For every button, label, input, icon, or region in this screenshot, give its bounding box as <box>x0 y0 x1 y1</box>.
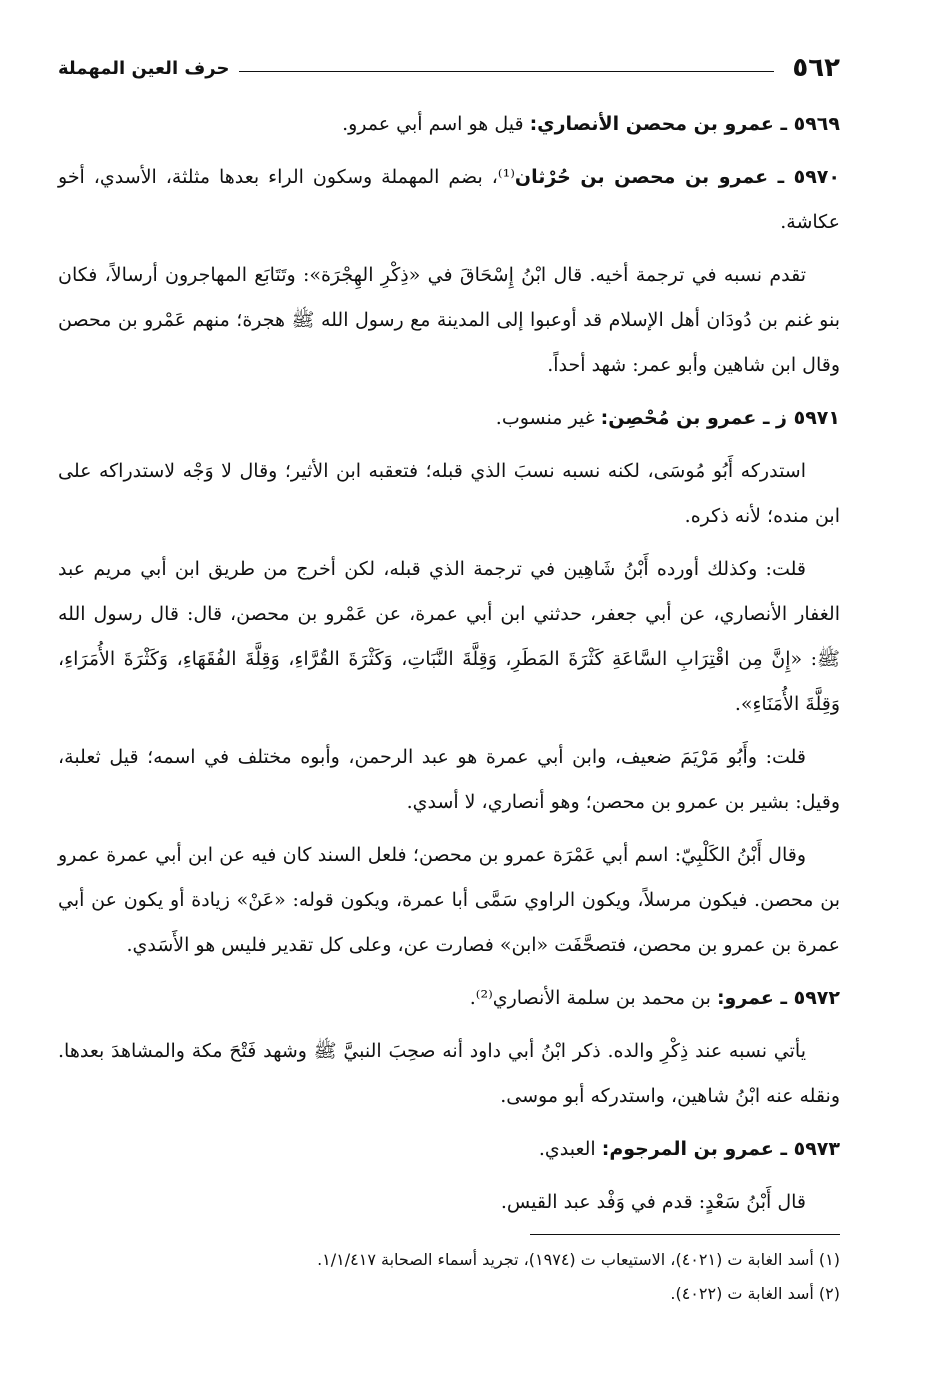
paragraph: قلت: وكذلك أورده أَبْنُ شَاهِين في ترجمة الذي قبله، لكن أخرج من طريق ابن أبي مريم عبد الغفار الأنصاري، عن أبي جعفر، حدثني ابن أبي عمرة، عن عَمْرو بن محصن، قال: قال رسول الله ﷺ: «إِنَّ مِن اقْتِرَابِ السَّاعَةِ كَثْرَةَ المَطَرِ، وَقِلَّةَ النَّبَاتِ، وَكَثْرَةَ القُرَّاءِ، وَقِلَّةَ الفُقَهَاءِ، وَكَثْرَةَ الأُمَرَاءِ، وَقِلَّةَ الأُمَنَاءِ». <box>58 558 840 715</box>
page-body <box>58 102 840 1225</box>
entry-5970 <box>58 155 840 245</box>
paragraph: يأتي نسبه عند ذِكْرِ والده. ذكر ابْنُ أبي داود أنه صحِبَ النبيَّ ﷺ وشهد فَتْحَ مكة والمشاهدَ بعدها. ونقله عنه ابْنُ شاهين، واستدركه أبو موسى. <box>58 1040 840 1107</box>
book-page <box>58 48 840 1303</box>
paragraph: استدركه أَبُو مُوسَى، لكنه نسبه نسبَ الذي قبله؛ فتعقبه ابن الأثير؛ وقال لا وَجْه لاستدراكه على ابن منده؛ لأنه ذكره. <box>58 460 840 527</box>
footnote-1: (١) أسد الغابة ت (٤٠٢١)، الاستيعاب ت (١٩٧٤)، تجريد أسماء الصحابة ١/١/٤١٧. <box>317 1250 840 1269</box>
page-number: ٥٦٢ <box>792 53 840 83</box>
entry-heading: ٥٩٦٩ ـ عمرو بن محصن الأنصاري: <box>529 113 840 135</box>
entry-text: قيل هو اسم أبي عمرو. <box>342 113 530 135</box>
paragraph: وقال أَبْنُ الكَلْبِيّ: اسم أبي عَمْرَة عمرو بن محصن؛ فلعل السند كان فيه عن ابن أبي عمرة عمرو بن محصن. فيكون مرسلاً، ويكون الراوي سَمَّى أبا عمرة، ويكون قوله: «عَنْ» زيادة أو يكون عن أبي عمرة بن عمرو بن محصن، فتصحَّفَت «ابن» فصارت عن، وعلى كل تقدير فليس هو الأَسَدي. <box>58 844 840 956</box>
entry-text: العبدي. <box>538 1138 602 1160</box>
entry-5972 <box>58 976 840 1021</box>
entry-heading: ٥٩٧٣ ـ عمرو بن المرجوم: <box>601 1138 840 1160</box>
entry-heading: ٥٩٧١ ز ـ عمرو بن مُحْصِن: <box>600 407 840 429</box>
entry-5969 <box>58 102 840 147</box>
paragraph: تقدم نسبه في ترجمة أخيه. قال ابْنُ إِسْحَاقَ في «ذِكْرِ الهِجْرَة»: وتَتَابَع المهاجرون أرسالاً، فكان بنو غنم بن دُودَان أهل الإسلام قد أوعبوا إلى المدينة مع رسول الله ﷺ هجرة؛ منهم عَمْرو بن محصن وقال ابن شاهين وأبو عمر: شهد أحداً. <box>58 264 840 376</box>
paragraph: قلت: وأَبُو مَرْيَمَ ضعيف، وابن أبي عمرة هو عبد الرحمن، وأبوه مختلف في اسمه؛ قيل ثعلبة، وقيل: بشير بن عمرو بن محصن؛ وهو أنصاري، لا أسدي. <box>58 746 840 813</box>
entry-5973 <box>58 1127 840 1172</box>
entry-5971 <box>58 396 840 441</box>
entry-text: ⁽¹⁾، بضم المهملة وسكون الراء بعدها مثلثة، الأسدي، أخو عكاشة. <box>58 166 840 233</box>
header-rule <box>239 71 774 72</box>
paragraph: قال أَبْنُ سَعْدٍ: قدم في وَفْد عبد القيس. <box>500 1191 806 1213</box>
entry-heading: ٥٩٧٢ ـ عمرو: <box>716 987 840 1009</box>
chapter-title: حرف العين المهملة <box>58 57 230 79</box>
running-header <box>58 48 840 88</box>
footnote-2: (٢) أسد الغابة ت (٤٠٢٢). <box>670 1284 840 1303</box>
entry-text: غير منسوب. <box>495 407 601 429</box>
entry-heading: ٥٩٧٠ ـ عمرو بن محصن بن حُرْثان <box>514 166 840 188</box>
entry-text: بن محمد بن سلمة الأنصاري⁽²⁾. <box>469 987 717 1009</box>
footnote-rule <box>530 1234 840 1235</box>
footnotes <box>58 1234 840 1311</box>
